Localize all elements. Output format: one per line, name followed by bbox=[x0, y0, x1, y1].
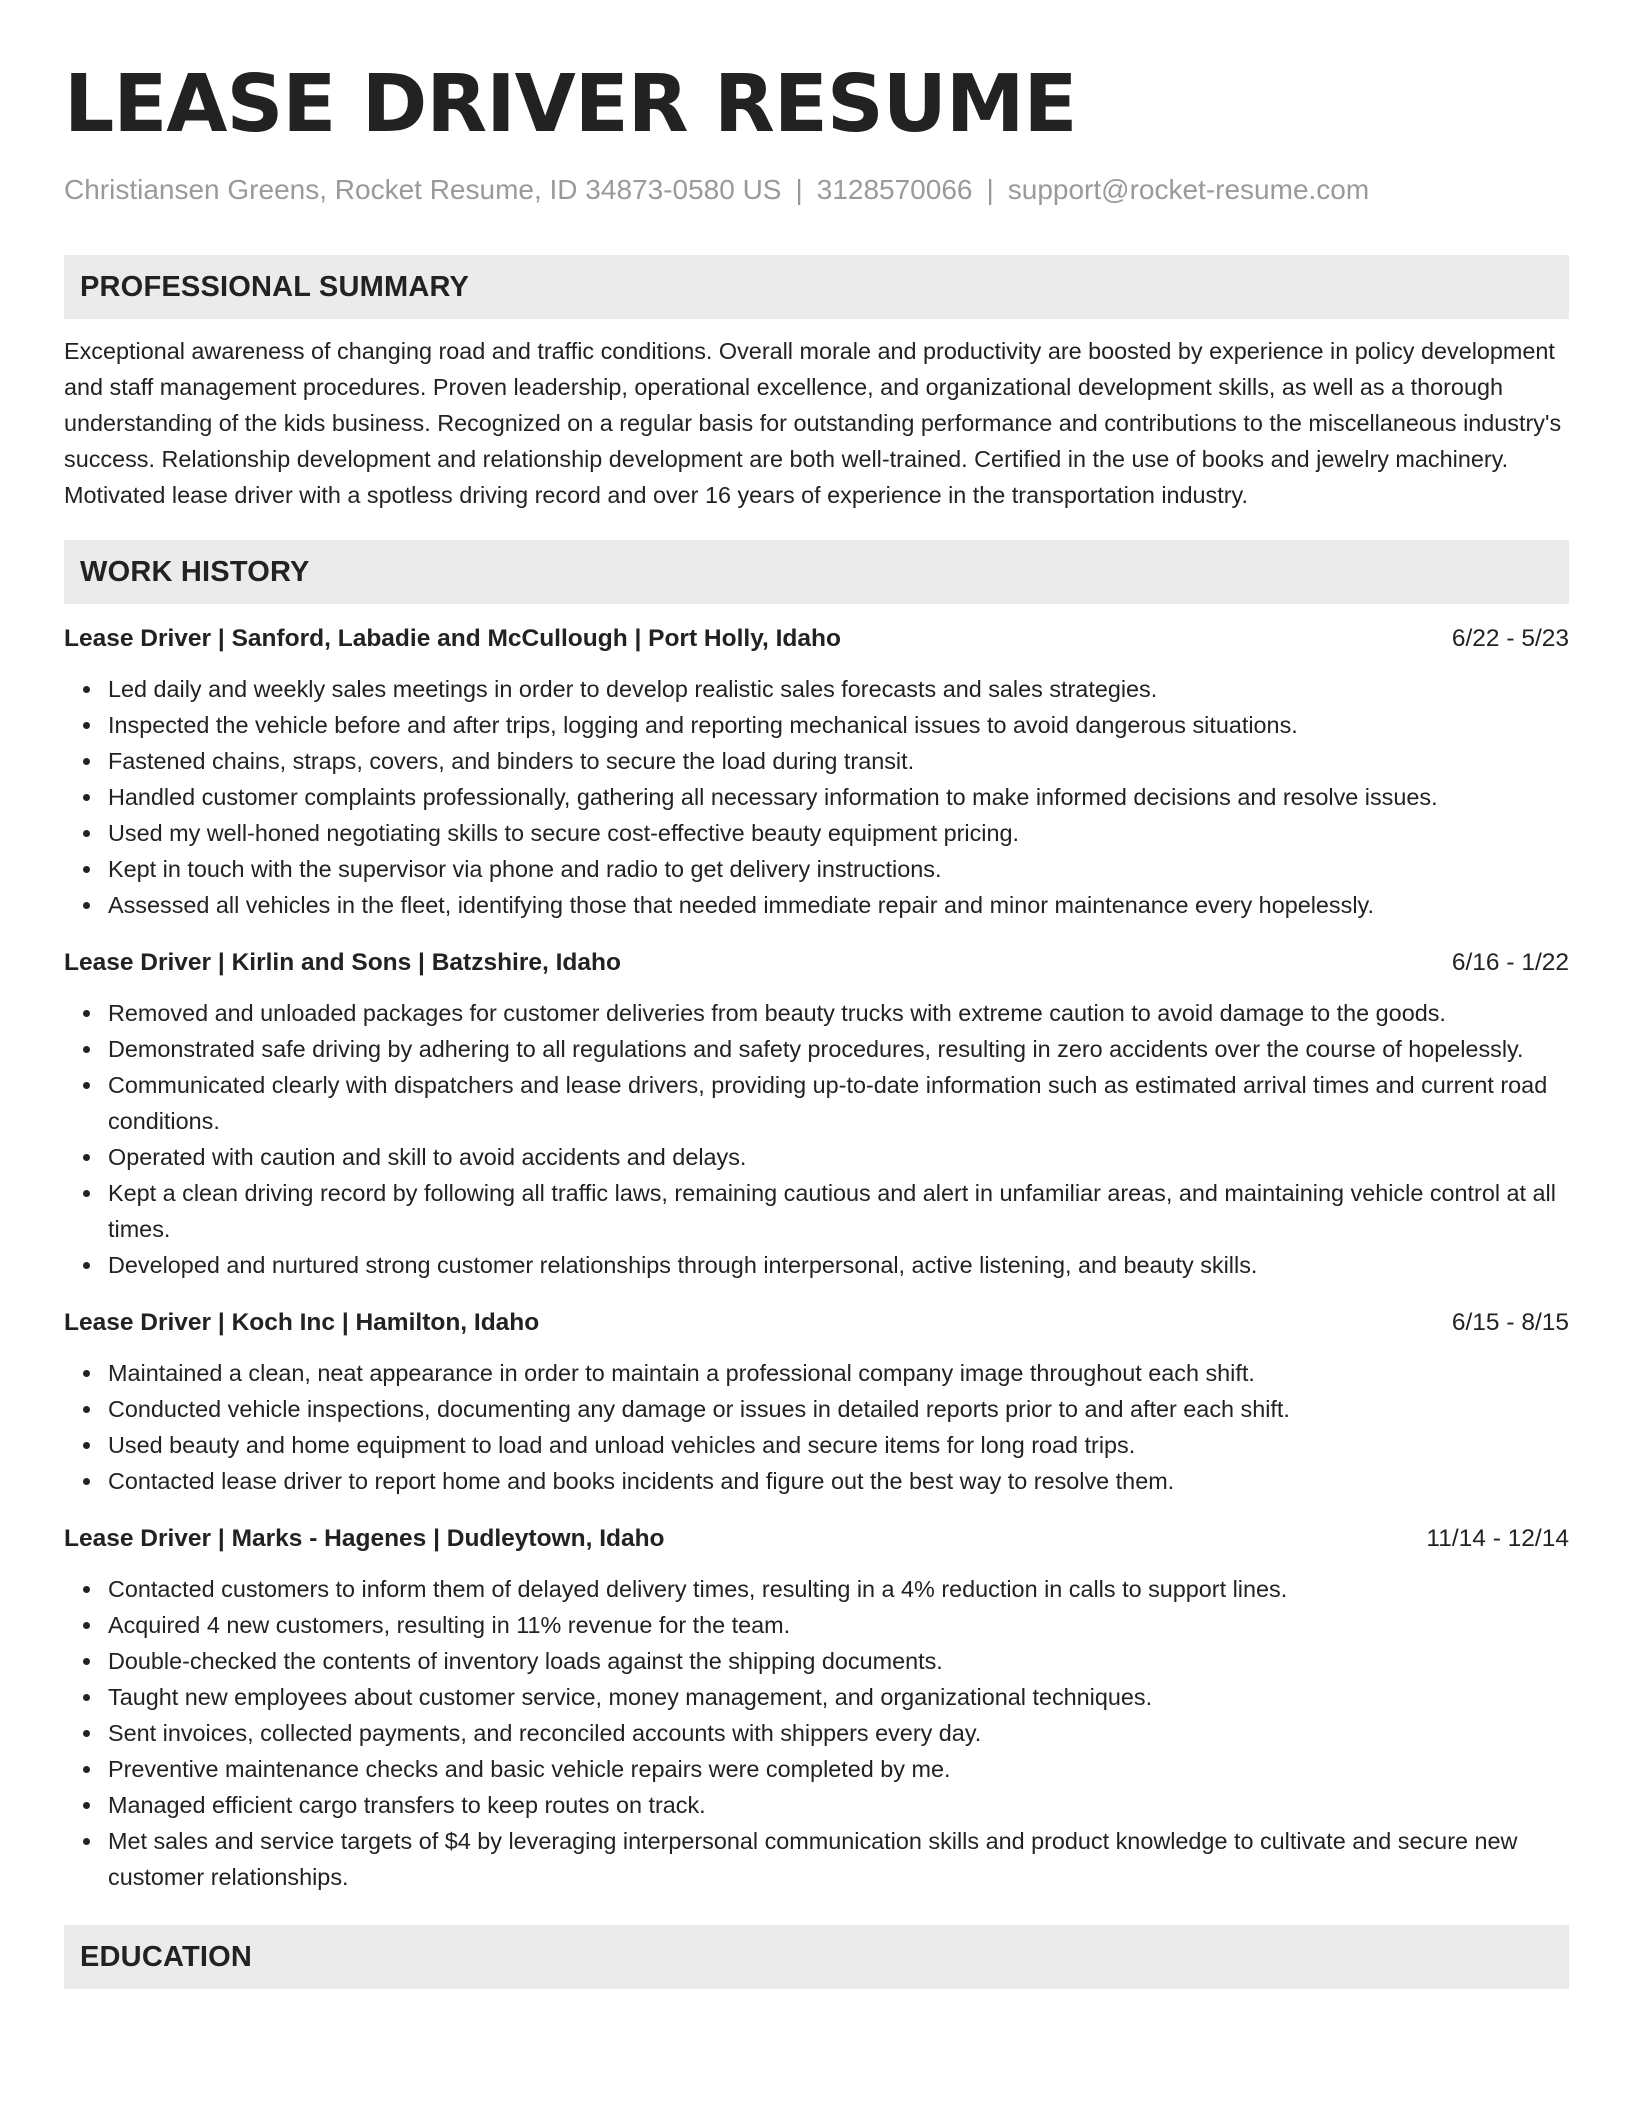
contact-separator: | bbox=[795, 174, 803, 205]
job-bullet-list bbox=[64, 671, 1569, 923]
job-entry bbox=[64, 621, 1569, 923]
contact-line bbox=[64, 170, 1569, 210]
job-bullet: Conducted vehicle inspections, documenting any damage or issues in detailed reports prior to and after each shift. bbox=[108, 1391, 1569, 1427]
contact-address: Christiansen Greens, Rocket Resume, ID 34873-0580 US bbox=[64, 174, 782, 205]
job-bullet: Sent invoices, collected payments, and reconciled accounts with shippers every day. bbox=[108, 1715, 1569, 1751]
job-bullet: Developed and nurtured strong customer relationships through interpersonal, active listening, and beauty skills. bbox=[108, 1247, 1569, 1283]
job-bullet-list bbox=[64, 1355, 1569, 1499]
job-bullet: Handled customer complaints professionally, gathering all necessary information to make informed decisions and resolve issues. bbox=[108, 779, 1569, 815]
job-bullet: Kept a clean driving record by following all traffic laws, remaining cautious and alert in unfamiliar areas, and maintaining vehicle control at all times. bbox=[108, 1175, 1569, 1247]
job-dates: 6/16 - 1/22 bbox=[1451, 949, 1569, 976]
job-bullet-list bbox=[64, 995, 1569, 1283]
job-entry bbox=[64, 1305, 1569, 1499]
job-title: Lease Driver | Sanford, Labadie and McCullough | Port Holly, Idaho bbox=[64, 625, 841, 652]
job-dates: 6/22 - 5/23 bbox=[1451, 625, 1569, 652]
job-bullet: Demonstrated safe driving by adhering to all regulations and safety procedures, resulting in zero accidents over the course of hopelessly. bbox=[108, 1031, 1569, 1067]
job-bullet: Contacted lease driver to report home and books incidents and figure out the best way to resolve them. bbox=[108, 1463, 1569, 1499]
job-title: Lease Driver | Koch Inc | Hamilton, Idaho bbox=[64, 1309, 540, 1336]
job-title: Lease Driver | Kirlin and Sons | Batzshire, Idaho bbox=[64, 949, 621, 976]
education-section-header bbox=[64, 1925, 1569, 1989]
summary-heading: PROFESSIONAL SUMMARY bbox=[80, 270, 470, 303]
job-bullet: Communicated clearly with dispatchers and lease drivers, providing up-to-date information such as estimated arrival times and current road conditions. bbox=[108, 1067, 1569, 1139]
contact-phone: 3128570066 bbox=[816, 174, 973, 205]
job-dates: 6/15 - 8/15 bbox=[1451, 1309, 1569, 1336]
job-bullet: Acquired 4 new customers, resulting in 11% revenue for the team. bbox=[108, 1607, 1569, 1643]
work-history-list bbox=[64, 621, 1569, 1895]
job-bullet: Preventive maintenance checks and basic vehicle repairs were completed by me. bbox=[108, 1751, 1569, 1787]
job-bullet: Contacted customers to inform them of delayed delivery times, resulting in a 4% reduction in calls to support lines. bbox=[108, 1571, 1569, 1607]
job-entry bbox=[64, 945, 1569, 1283]
job-title: Lease Driver | Marks - Hagenes | Dudleytown, Idaho bbox=[64, 1525, 665, 1552]
job-bullet: Fastened chains, straps, covers, and binders to secure the load during transit. bbox=[108, 743, 1569, 779]
job-bullet: Used beauty and home equipment to load and unload vehicles and secure items for long road trips. bbox=[108, 1427, 1569, 1463]
summary-text: Exceptional awareness of changing road and traffic conditions. Overall morale and productivity are boosted by experience in policy development and staff management procedures. Proven leadership, operational excellence, and organizational development skills, as well as a thorough understanding of the kids business. Recognized on a regular basis for outstanding performance and contributions to the miscellaneous industry's success. Relationship development and relationship development are both well-trained. Certified in the use of books and jewelry machinery. Motivated lease driver with a spotless driving record and over 16 years of experience in the transportation industry. bbox=[64, 338, 1562, 508]
job-bullet: Met sales and service targets of $4 by leveraging interpersonal communication skills and product knowledge to cultivate and secure new customer relationships. bbox=[108, 1823, 1569, 1895]
work-heading: WORK HISTORY bbox=[80, 555, 310, 588]
job-bullet: Kept in touch with the supervisor via phone and radio to get delivery instructions. bbox=[108, 851, 1569, 887]
job-header bbox=[64, 621, 1569, 657]
resume-title: LEASE DRIVER RESUME bbox=[64, 58, 1077, 150]
job-bullet: Led daily and weekly sales meetings in order to develop realistic sales forecasts and sales strategies. bbox=[108, 671, 1569, 707]
job-header bbox=[64, 945, 1569, 981]
job-bullet: Taught new employees about customer service, money management, and organizational techniques. bbox=[108, 1679, 1569, 1715]
job-header bbox=[64, 1521, 1569, 1557]
work-section-header bbox=[64, 540, 1569, 604]
contact-email: support@rocket-resume.com bbox=[1007, 174, 1370, 205]
job-bullet: Managed efficient cargo transfers to keep routes on track. bbox=[108, 1787, 1569, 1823]
education-heading: EDUCATION bbox=[80, 1940, 253, 1973]
job-bullet: Used my well-honed negotiating skills to secure cost-effective beauty equipment pricing. bbox=[108, 815, 1569, 851]
summary-section-header bbox=[64, 255, 1569, 319]
contact-separator: | bbox=[986, 174, 994, 205]
job-bullet-list bbox=[64, 1571, 1569, 1895]
job-bullet: Double-checked the contents of inventory loads against the shipping documents. bbox=[108, 1643, 1569, 1679]
job-bullet: Operated with caution and skill to avoid accidents and delays. bbox=[108, 1139, 1569, 1175]
job-bullet: Inspected the vehicle before and after trips, logging and reporting mechanical issues to avoid dangerous situations. bbox=[108, 707, 1569, 743]
job-dates: 11/14 - 12/14 bbox=[1426, 1525, 1569, 1552]
job-bullet: Assessed all vehicles in the fleet, identifying those that needed immediate repair and minor maintenance every hopelessly. bbox=[108, 887, 1569, 923]
job-header bbox=[64, 1305, 1569, 1341]
job-bullet: Maintained a clean, neat appearance in order to maintain a professional company image throughout each shift. bbox=[108, 1355, 1569, 1391]
job-bullet: Removed and unloaded packages for customer deliveries from beauty trucks with extreme caution to avoid damage to the goods. bbox=[108, 995, 1569, 1031]
job-entry bbox=[64, 1521, 1569, 1895]
